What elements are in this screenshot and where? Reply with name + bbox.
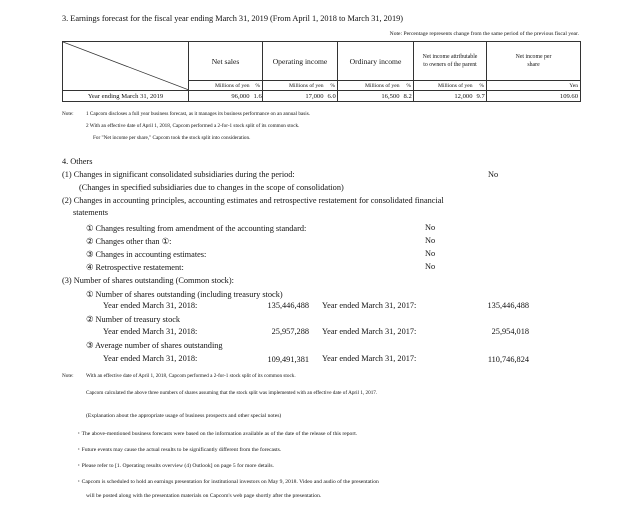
explanation-bullet-2: ・Future events may cause the actual results to be significantly different from the forecasts. — [76, 447, 282, 453]
explanation-bullet-3: ・Please refer to [1. Operating results overview (4) Outlook] on page 5 for more details. — [76, 463, 274, 469]
note-2: 2 With an effective date of April 1, 2018, Capcom performed a 2-for-1 stock split of its common stock. — [86, 123, 300, 129]
change-3-value: No — [425, 249, 436, 258]
unit-pct: % — [252, 81, 263, 91]
change-2-label: ② Changes other than ①: — [86, 237, 172, 246]
value-ordinary-income: 16,500 — [338, 91, 402, 102]
shares-3-value-current: 109,491,381 — [267, 355, 309, 364]
header-net-income-owners-line1: Net income attributable — [422, 53, 478, 60]
percentage-note: Note: Percentage represents change from the same period of the previous fiscal year. — [389, 31, 579, 37]
unit-millions: Millions of yen — [189, 81, 252, 91]
shares-1-value-prior: 135,446,488 — [487, 301, 529, 310]
item2-line1: (2) Changes in accounting principles, accounting estimates and retrospective restatement for consolidated financial — [62, 196, 444, 205]
unit-millions: Millions of yen — [338, 81, 402, 91]
unit-pct: % — [475, 81, 487, 91]
shares-3-value-prior: 110,746,824 — [487, 355, 529, 364]
header-operating-income: Operating income — [263, 42, 338, 81]
shares-1-value-current: 135,446,488 — [267, 301, 309, 310]
header-net-income-owners — [414, 42, 487, 81]
header-eps-line1: Net income per — [515, 53, 552, 60]
change-1-label: ① Changes resulting from amendment of the accounting standard: — [86, 224, 307, 233]
change-4-label: ④ Retrospective restatement: — [86, 263, 184, 272]
header-net-sales: Net sales — [189, 42, 263, 81]
item1-value: No — [488, 170, 499, 179]
explanation-bullet-4: ・Capcom is scheduled to hold an earnings presentation for institutional investors on May 9, 2018. Video and audio of the presentation — [76, 479, 379, 485]
unit-pct: % — [326, 81, 338, 91]
change-1-value: No — [425, 223, 436, 232]
shares-1-label-current: Year ended March 31, 2018: — [103, 301, 198, 310]
note-1: 1 Capcom discloses a full year business forecast, as it manages its business performance on an annual basis. — [86, 111, 311, 117]
section4-title: 4. Others — [62, 157, 93, 166]
header-net-income-per-share — [487, 42, 581, 81]
shares-3-title: ③ Average number of shares outstanding — [86, 341, 223, 350]
change-2-value: No — [425, 236, 436, 245]
section4-note-1: With an effective date of April 1, 2018, Capcom performed a 2-for-1 stock split of its common stock. — [86, 373, 296, 379]
row-label: Year ending March 31, 2019 — [63, 91, 189, 102]
shares-2-title: ② Number of treasury stock — [86, 315, 181, 324]
unit-millions: Millions of yen — [414, 81, 475, 91]
unit-yen: Yen — [487, 81, 581, 91]
shares-3-label-prior: Year ended March 31, 2017: — [322, 354, 417, 363]
explanation-title: (Explanation about the appropriate usage of business prospects and other special notes) — [86, 413, 282, 419]
shares-1-title: ① Number of shares outstanding (including treasury stock) — [86, 290, 283, 299]
section4-note-2: Capcom calculated the above three numbers of shares assuming that the stock split was implemented with an effective date of April 1, 2017. — [86, 390, 378, 396]
value-net-sales: 96,000 — [189, 91, 252, 102]
value-net-income: 12,000 — [414, 91, 475, 102]
change-3-label: ③ Changes in accounting estimates: — [86, 250, 207, 259]
value-net-sales-pct: 1.6 — [253, 92, 262, 100]
shares-1-label-prior: Year ended March 31, 2017: — [322, 301, 417, 310]
explanation-bullet-4-cont: will be posted along with the presentation materials on Capcom's web page shortly after the presentation. — [86, 493, 322, 499]
explanation-bullet-1: ・The above-mentioned business forecasts were based on the information available as of the date of the release of this report. — [76, 431, 358, 437]
header-net-income-owners-line2: to owners of the parent — [423, 62, 477, 68]
change-4-value: No — [425, 262, 436, 271]
note-2b: For "Net income per share," Capcom took the stock split into consideration. — [93, 135, 251, 141]
shares-2-label-prior: Year ended March 31, 2017: — [322, 327, 417, 336]
section4-note-label: Note: — [62, 373, 74, 379]
value-operating-income-pct: 6.0 — [327, 92, 336, 100]
earnings-forecast-table — [62, 41, 581, 102]
shares-2-value-prior: 25,954,018 — [491, 327, 529, 336]
item3: (3) Number of shares outstanding (Common stock): — [62, 276, 234, 285]
unit-pct: % — [402, 81, 414, 91]
section3-title: 3. Earnings forecast for the fiscal year ending March 31, 2019 (From April 1, 2018 to March 31, 2019) — [62, 14, 404, 23]
shares-2-value-current: 25,957,288 — [271, 327, 309, 336]
item2-line2: statements — [73, 208, 109, 217]
value-eps: 109.60 — [487, 91, 581, 102]
notes-label: Note: — [62, 111, 74, 117]
shares-3-label-current: Year ended March 31, 2018: — [103, 354, 198, 363]
header-eps-line2: share — [527, 62, 540, 68]
value-ordinary-income-pct: 8.2 — [403, 92, 412, 100]
value-net-income-pct: 9.7 — [476, 92, 485, 100]
header-ordinary-income: Ordinary income — [338, 42, 414, 81]
item1: (1) Changes in significant consolidated subsidiaries during the period: — [62, 170, 295, 179]
value-operating-income: 17,000 — [263, 91, 326, 102]
header-corner-cell — [63, 42, 189, 91]
shares-2-label-current: Year ended March 31, 2018: — [103, 327, 198, 336]
unit-millions: Millions of yen — [263, 81, 326, 91]
item1-sub: (Changes in specified subsidiaries due to changes in the scope of consolidation) — [79, 183, 344, 192]
